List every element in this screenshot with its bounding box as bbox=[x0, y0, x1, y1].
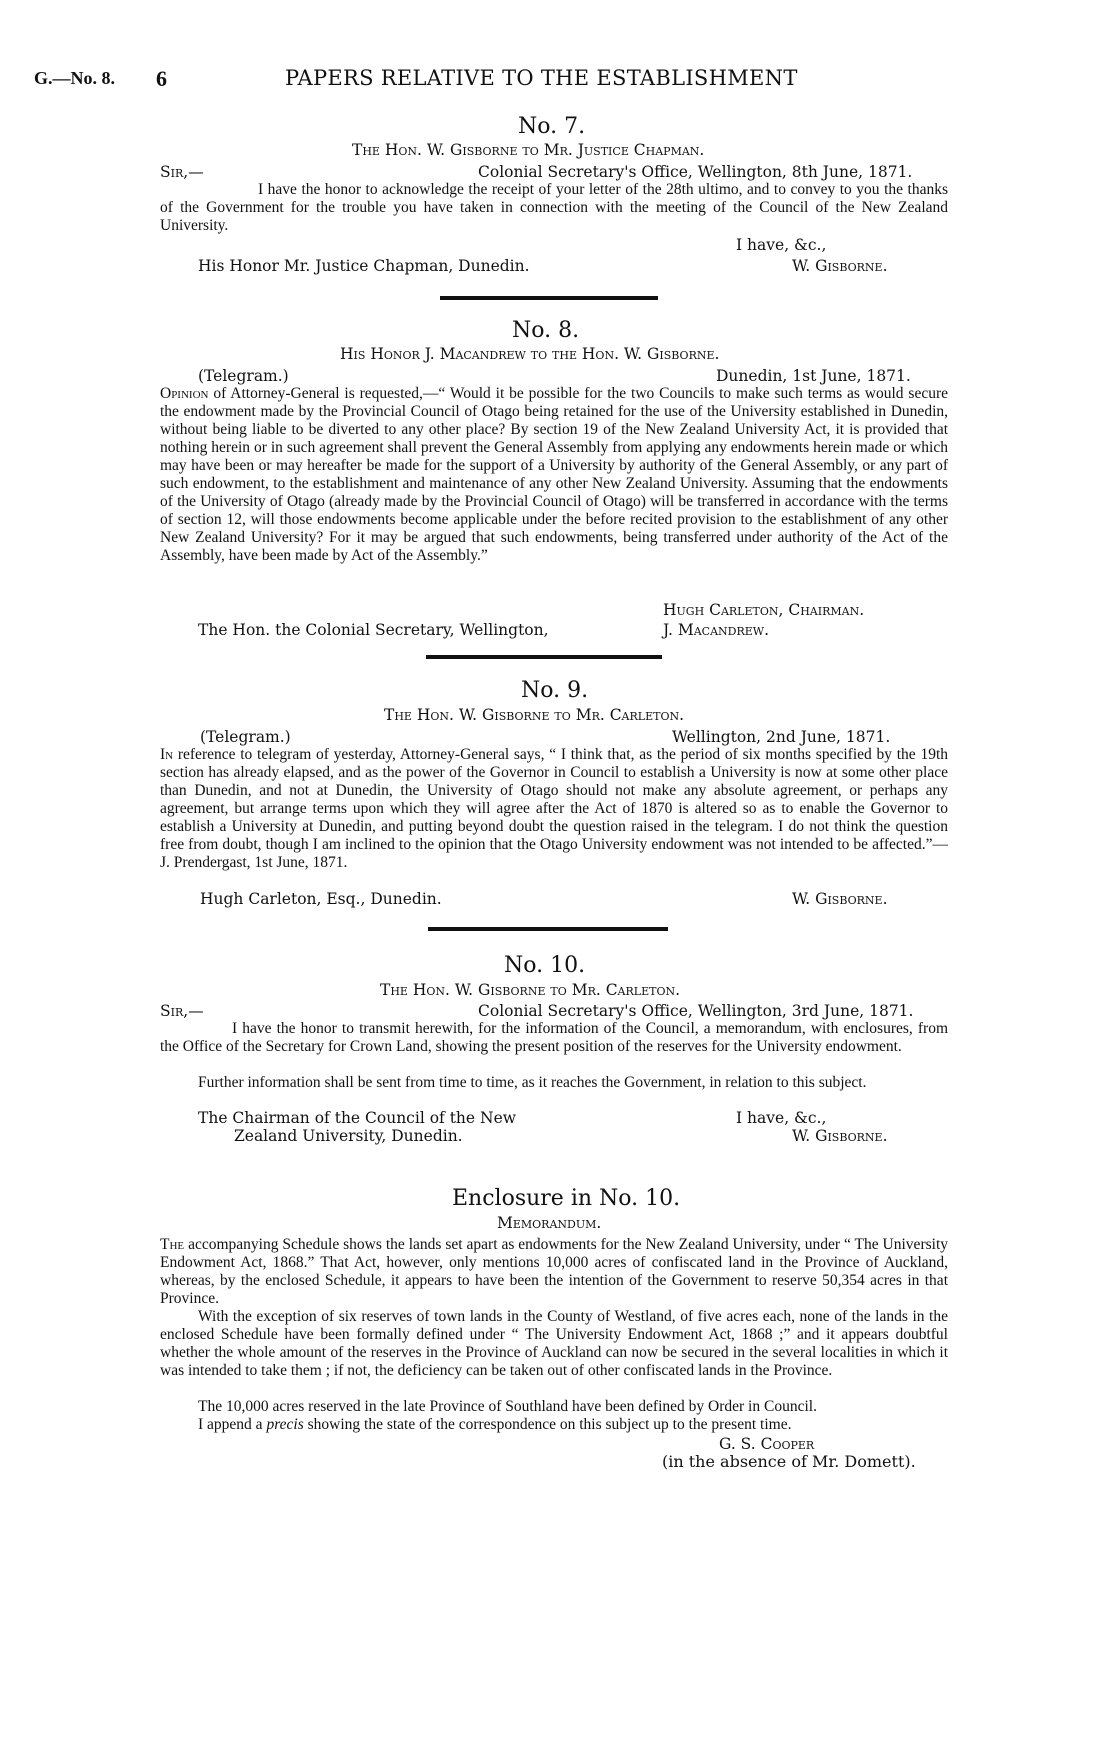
page-number: 6 bbox=[156, 66, 167, 91]
enclosure-paragraph-1 bbox=[160, 1236, 948, 1308]
no9-from-to: The Hon. W. Gisborne to Mr. Carleton. bbox=[384, 706, 685, 724]
no8-addressee: The Hon. the Colonial Secretary, Wellington, bbox=[198, 621, 549, 639]
enclosure-p4-a: I append a bbox=[198, 1416, 267, 1433]
section-divider bbox=[428, 927, 668, 931]
no9-type: (Telegram.) bbox=[200, 728, 291, 746]
no8-body bbox=[160, 385, 948, 565]
no9-addressee: Hugh Carleton, Esq., Dunedin. bbox=[200, 890, 442, 908]
no10-body-1: I have the honor to transmit herewith, for the information of the Council, a memorandum, with enclosures, from the Office of the Secretary for Crown Land, showing the present position of the reserves for the University endowment. bbox=[160, 1020, 948, 1055]
document-reference: G.—No. 8. bbox=[34, 68, 115, 88]
enclosure-subheading: Memorandum. bbox=[497, 1214, 602, 1232]
no10-salutation: Sir,— bbox=[160, 1002, 204, 1020]
no10-signature: W. Gisborne. bbox=[792, 1127, 888, 1145]
enclosure-paragraph-3: The 10,000 acres reserved in the late Province of Southland have been defined by Order in Council. bbox=[198, 1398, 817, 1415]
no8-type: (Telegram.) bbox=[198, 367, 289, 385]
no7-closing: I have, &c., bbox=[736, 236, 827, 254]
no7-place-date: Colonial Secretary's Office, Wellington, 8th June, 1871. bbox=[478, 163, 913, 181]
no9-body-text: reference to telegram of yesterday, Attorney-General says, “ I think that, as the period of six months specified by the 19th section has already elapsed, and as the power of the Governor in Council to establish a University is now at some other place than Dunedin, and not at Dunedin, the University of Otago should not make any absolute agreement, or perhaps any agreement, but arrange terms upon which they will agree after the Act of 1870 is altered so as to enable the Governor to establish a University at Dunedin, and putting beyond doubt the question raised in the telegram. I do not think the question free from doubt, though I am inclined to the opinion that the Otago University endowment was not intended to be affected.”—J. Prendergast, 1st June, 1871. bbox=[160, 746, 948, 871]
enclosure-signatory-note: (in the absence of Mr. Domett). bbox=[662, 1452, 916, 1471]
no10-addressee-2: Zealand University, Dunedin. bbox=[234, 1127, 463, 1145]
no10-heading: No. 10. bbox=[504, 953, 586, 978]
no7-addressee: His Honor Mr. Justice Chapman, Dunedin. bbox=[198, 257, 530, 275]
no7-salutation: Sir,— bbox=[160, 163, 204, 181]
no9-body bbox=[160, 746, 948, 872]
section-divider bbox=[440, 296, 658, 300]
no8-place-date: Dunedin, 1st June, 1871. bbox=[716, 367, 911, 385]
no10-place-date: Colonial Secretary's Office, Wellington, 3rd June, 1871. bbox=[478, 1002, 914, 1020]
enclosure-p1-text: accompanying Schedule shows the lands set apart as endowments for the New Zealand University, under “ The University Endowment Act, 1868.” That Act, however, only mentions 10,000 acres of confiscated land in the Province of Auckland, whereas, by the enclosed Schedule, it appears to have been the intention of the Government to reserve 50,354 acres in that Province. bbox=[160, 1236, 948, 1307]
no8-heading: No. 8. bbox=[512, 318, 580, 343]
enclosure-paragraph-2: With the exception of six reserves of town lands in the County of Westland, of five acres each, none of the lands in the enclosed Schedule have been formally defined under “ The University Endowment Act, 1868 ;” and it appears doubtful whether the whole amount of the reserves in the Province of Auckland can now be secured in the several localities in which it was intended to take them ; if not, the deficiency can be taken out of other confiscated lands in the Province. bbox=[160, 1308, 948, 1379]
no7-heading: No. 7. bbox=[518, 114, 586, 139]
enclosure-p4-b: precis bbox=[266, 1416, 304, 1433]
no10-addressee-1: The Chairman of the Council of the New bbox=[198, 1109, 517, 1127]
no7-body: I have the honor to acknowledge the receipt of your letter of the 28th ultimo, and to convey to you the thanks of the Government for the trouble you have taken in connection with the meeting of the Council of the New Zealand University. bbox=[160, 181, 948, 234]
enclosure-p1-lead: The bbox=[160, 1236, 185, 1253]
enclosure-signatory: G. S. Cooper bbox=[719, 1435, 815, 1453]
no8-body-lead: Opinion bbox=[160, 385, 209, 402]
no8-signatory-2: J. Macandrew. bbox=[663, 621, 770, 639]
enclosure-paragraph-4 bbox=[160, 1416, 948, 1434]
enclosure-heading: Enclosure in No. 10. bbox=[452, 1186, 681, 1211]
no10-closing: I have, &c., bbox=[736, 1109, 827, 1127]
no10-body-2: Further information shall be sent from time to time, as it reaches the Government, in relation to this subject. bbox=[198, 1074, 867, 1091]
no10-from-to: The Hon. W. Gisborne to Mr. Carleton. bbox=[380, 981, 681, 999]
enclosure-p4-c: showing the state of the correspondence on this subject up to the present time. bbox=[303, 1416, 792, 1433]
no8-signatory-1: Hugh Carleton, Chairman. bbox=[663, 601, 865, 619]
section-divider bbox=[426, 655, 662, 659]
no8-body-text: of Attorney-General is requested,—“ Would it be possible for the two Councils to make such terms as would secure the endowment made by the Provincial Council of Otago being retained for the use of the University established in Dunedin, without being liable to be diverted to any other place? By section 19 of the New Zealand University Act, it is provided that nothing herein or in such agreement shall prevent the General Assembly from applying any endowments herein made or which may have been or may hereafter be made for the support of a University by authority of the General Assembly, or any part of such endowment, to the establishment and maintenance of any other New Zealand University. Assuming that the endowments of the University of Otago (already made by the Provincial Council of Otago) will be transferred in accordance with the terms of section 12, will those endowments become applicable under the before recited provision to the establishment of any other New Zealand University? For it may be argued that such endowments, being transferred under authority of the Act of the Assembly, have been made by Act of the Assembly.” bbox=[160, 385, 948, 564]
no7-from-to: The Hon. W. Gisborne to Mr. Justice Chapman. bbox=[352, 141, 705, 159]
no8-from-to: His Honor J. Macandrew to the Hon. W. Gisborne. bbox=[340, 345, 720, 363]
page-title: PAPERS RELATIVE TO THE ESTABLISHMENT bbox=[285, 66, 798, 90]
no9-body-lead: In bbox=[160, 746, 174, 763]
no7-signature: W. Gisborne. bbox=[792, 257, 888, 275]
no9-heading: No. 9. bbox=[521, 678, 589, 703]
no9-place-date: Wellington, 2nd June, 1871. bbox=[672, 728, 891, 746]
no9-signature: W. Gisborne. bbox=[792, 890, 888, 908]
